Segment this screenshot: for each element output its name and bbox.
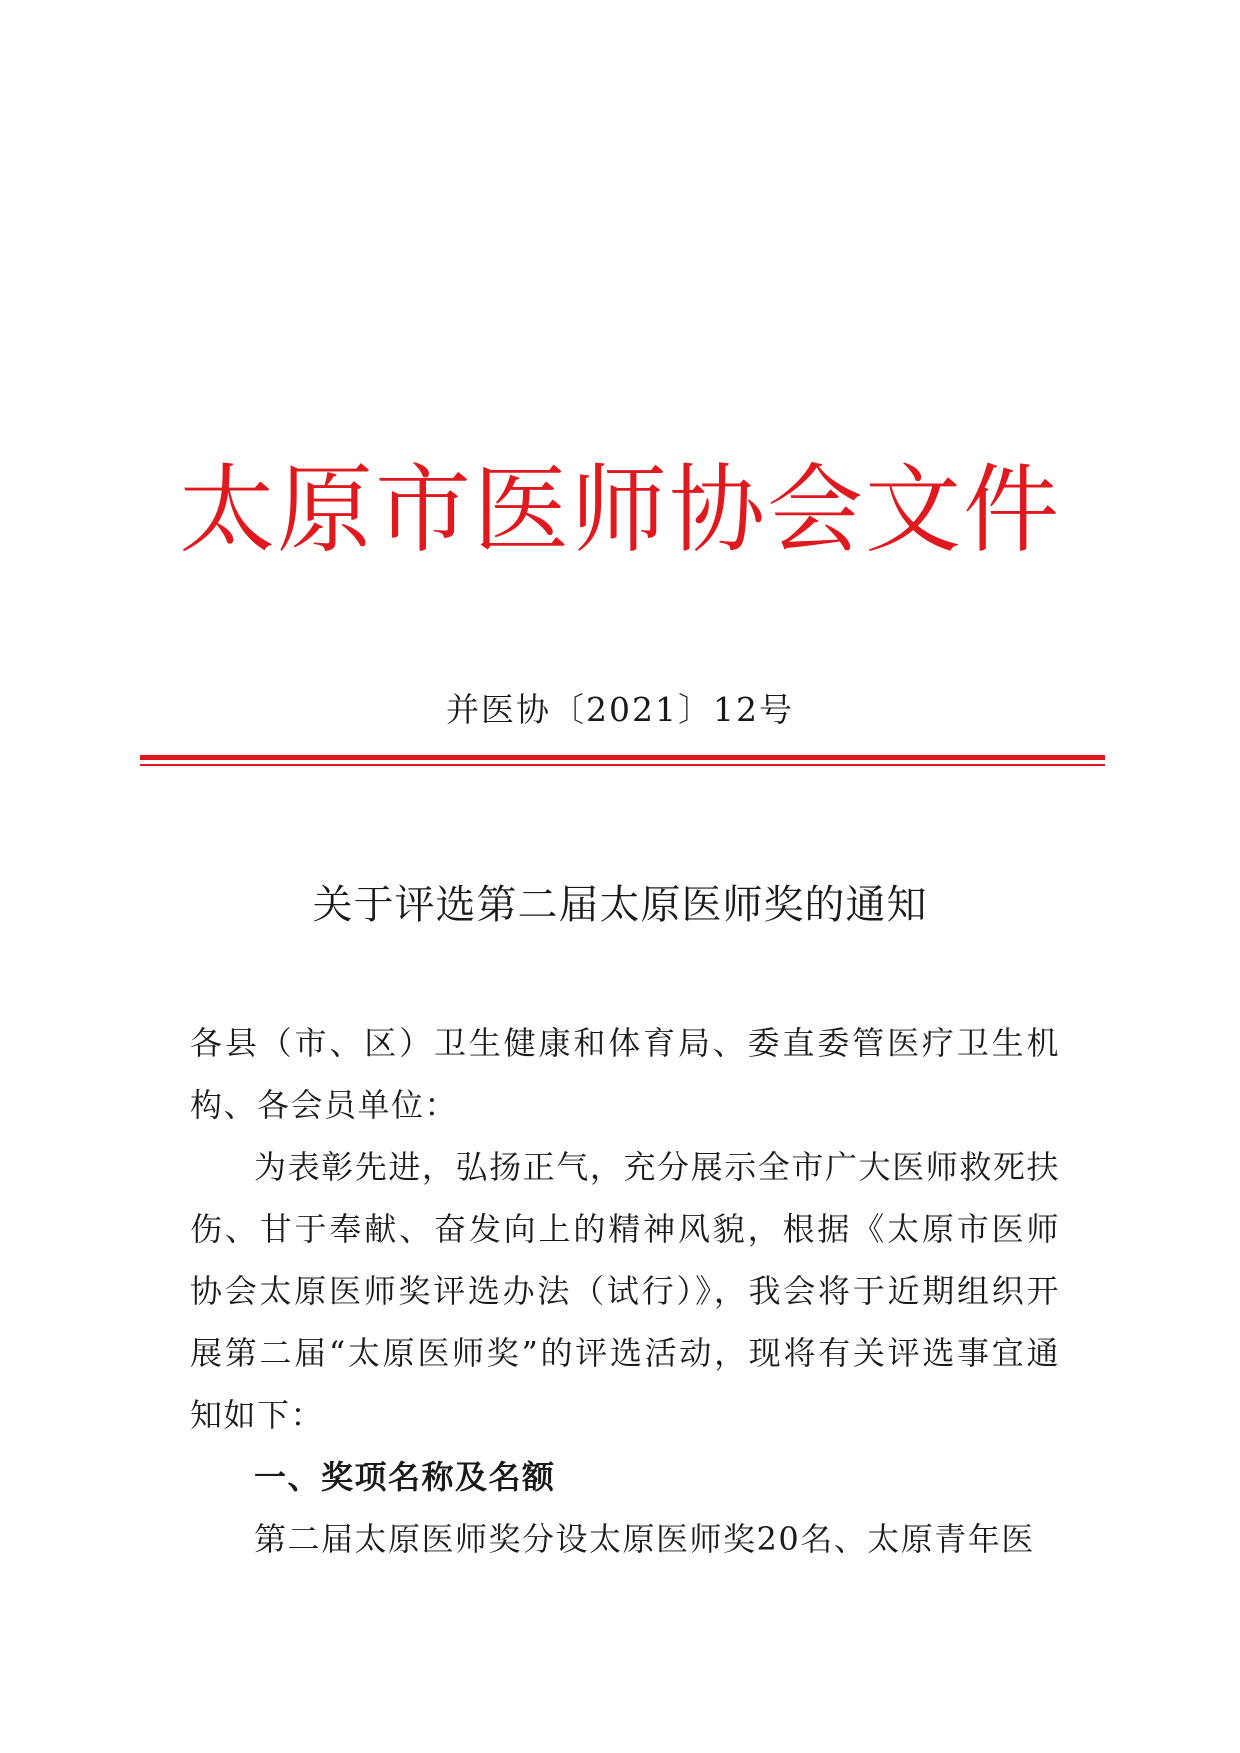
section-1-paragraph: 第二届太原医师奖分设太原医师奖20名、太原青年医	[254, 1520, 1035, 1558]
header-rule-thin	[140, 764, 1105, 766]
header-rule-thick	[140, 755, 1105, 760]
org-header-title: 太原市医师协会文件	[179, 454, 1061, 566]
notice-title: 关于评选第二届太原医师奖的通知	[312, 882, 928, 928]
intro-paragraph: 为表彰先进，弘扬正气，充分展示全市广大医师救死扶伤、甘于奉献、奋发向上的精神风貌，根据《太原市医师协会太原医师奖评选办法（试行）》，我会将于近期组织开展第二届“太原医师奖”的评选活动，现将有关评选事宜通知如下：	[190, 1148, 1060, 1434]
section-heading-1: 一、奖项名称及名额	[254, 1458, 556, 1496]
recipients-line: 各县（市、区）卫生健康和体育局、委直委管医疗卫生机构、各会员单位：	[190, 1024, 1060, 1124]
document-number: 并医协〔2021〕12号	[446, 690, 794, 729]
